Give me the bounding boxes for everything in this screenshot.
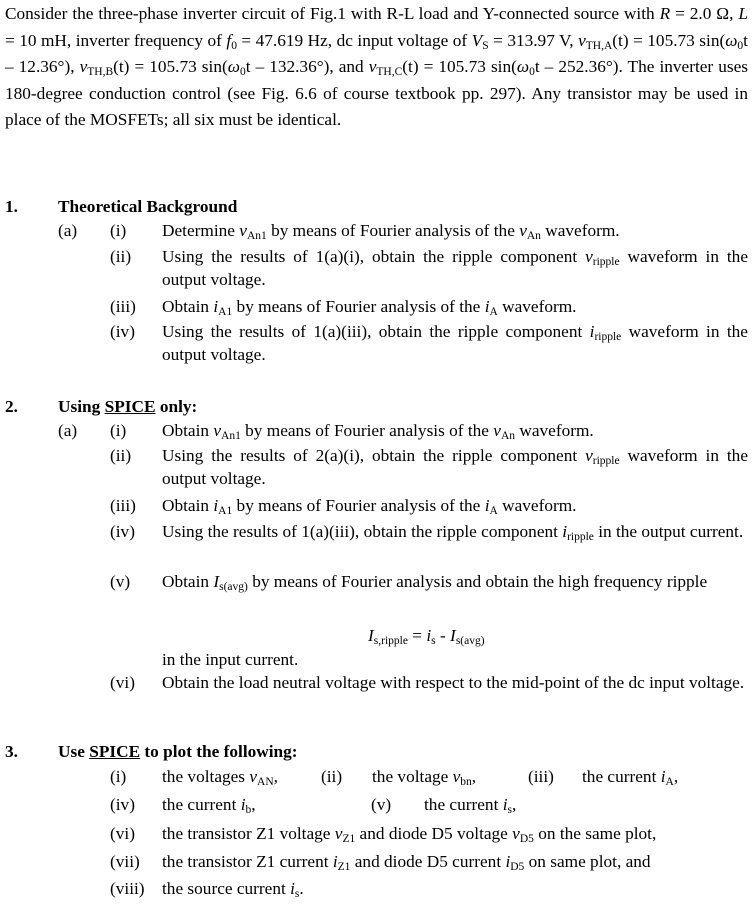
section-2-part-a: (a) <box>58 421 78 440</box>
s2-iii-number: (iii) <box>110 496 136 515</box>
s2-i-text: Obtain $v_{An1}$ by means of Fourier analysis of the $v_{An}$ waveform. <box>162 421 594 442</box>
s1-iii-text: Obtain $i_{A1}$ by means of Fourier analysis of the $i_A$ waveform. <box>162 297 577 318</box>
s2-iv-number: (iv) <box>110 522 135 541</box>
s2-i-number: (i) <box>110 421 127 440</box>
s1-iv-text: Using the results of 1(a)(iii), obtain the ripple component $i_{ripple}$ waveform in the output voltage. <box>162 322 748 364</box>
section-1-number: 1. <box>5 197 18 216</box>
s3-iii-number: (iii) <box>528 767 554 786</box>
s1-ii-number: (ii) <box>110 247 132 266</box>
s2-vi-text: Obtain the load neutral voltage with respect to the mid-point of the dc input voltage. <box>162 673 745 692</box>
s3-vii-number: (vii) <box>110 852 140 871</box>
s1-ii-text: Using the results of 1(a)(i), obtain the ripple component $v_{ripple}$ waveform in the output voltage. <box>162 247 748 289</box>
s3-iv-number: (iv) <box>110 795 135 814</box>
section-3-number: 3. <box>5 742 18 761</box>
s1-iii-number: (iii) <box>110 297 136 316</box>
ripple-equation: $I_{s,ripple} = i_s - I_{s(avg)}$ <box>368 626 485 647</box>
s3-iii-text: the current $i_A$, <box>582 767 679 788</box>
s3-vi-text: the transistor Z1 voltage $v_{Z1}$ and diode D5 voltage $v_{D5}$ on the same plot, <box>162 824 657 845</box>
s1-iv-number: (iv) <box>110 322 135 341</box>
s3-vii-text: the transistor Z1 current $i_{Z1}$ and diode D5 current $i_{D5}$ on same plot, and <box>162 852 651 873</box>
section-3-title: Use SPICE to plot the following: <box>58 742 298 761</box>
s3-vi-number: (vi) <box>110 824 135 843</box>
s2-vi-number: (vi) <box>110 673 135 692</box>
section-1-title: Theoretical Background <box>58 197 238 216</box>
section-2-title: Using SPICE only: <box>58 397 198 416</box>
intro-paragraph: Consider the three-phase inverter circuit of Fig.1 with R-L load and Y-connected source with R = 2.0 Ω, L = 10 mH, inverter frequency of $f_0 = 47.619$ Hz, dc input voltage of $V_S = 313.97$ V, $v_{TH,A}(t) = 105.73$ $\sin(\omega_0t - 12.36^\circ)$, $v_{TH,B}(t) = 105.73$ $\sin(\omega_0t - 132.36^\circ)$, and $v_{TH,C}(t) = 105.73$ $\sin(\omega_0t - 252.36^\circ)$. The inverter uses 180-degree conduction control (see Fig. 6.6 of course textbook pp. 297). Any transistor may be used in place of the MOSFETs; all six must be identical. <box>5 4 748 129</box>
s2-iii-text: Obtain $i_{A1}$ by means of Fourier analysis of the $i_A$ waveform. <box>162 496 577 517</box>
s2-v-end-text: in the input current. <box>162 650 299 669</box>
s3-iv-text: the current $i_b$, <box>162 795 256 816</box>
s3-viii-number: (viii) <box>110 879 145 898</box>
s1-i-number: (i) <box>110 221 127 240</box>
s2-ii-number: (ii) <box>110 446 132 465</box>
s3-i-text: the voltages $v_{AN}$, <box>162 767 278 788</box>
s2-v-number: (v) <box>110 572 131 591</box>
section-1-part-a: (a) <box>58 221 78 240</box>
s3-ii-number: (ii) <box>321 767 343 786</box>
s3-v-number: (v) <box>371 795 392 814</box>
s2-iv-text: Using the results of 1(a)(iii), obtain the ripple component $i_{ripple}$ in the output current. <box>162 522 744 543</box>
s3-i-number: (i) <box>110 767 127 786</box>
section-2-number: 2. <box>5 397 18 416</box>
s3-viii-text: the source current $i_s$. <box>162 879 304 900</box>
s2-ii-text: Using the results of 2(a)(i), obtain the ripple component $v_{ripple}$ waveform in the output voltage. <box>162 446 748 488</box>
s2-v-text: Obtain $I_{s(avg)}$ by means of Fourier analysis and obtain the high frequency ripple <box>162 572 708 593</box>
s3-v-text: the current $i_s$, <box>424 795 517 816</box>
s1-i-text: Determine $v_{An1}$ by means of Fourier analysis of the $v_{An}$ waveform. <box>162 221 620 242</box>
s3-ii-text: the voltage $v_{bn}$, <box>372 767 477 788</box>
